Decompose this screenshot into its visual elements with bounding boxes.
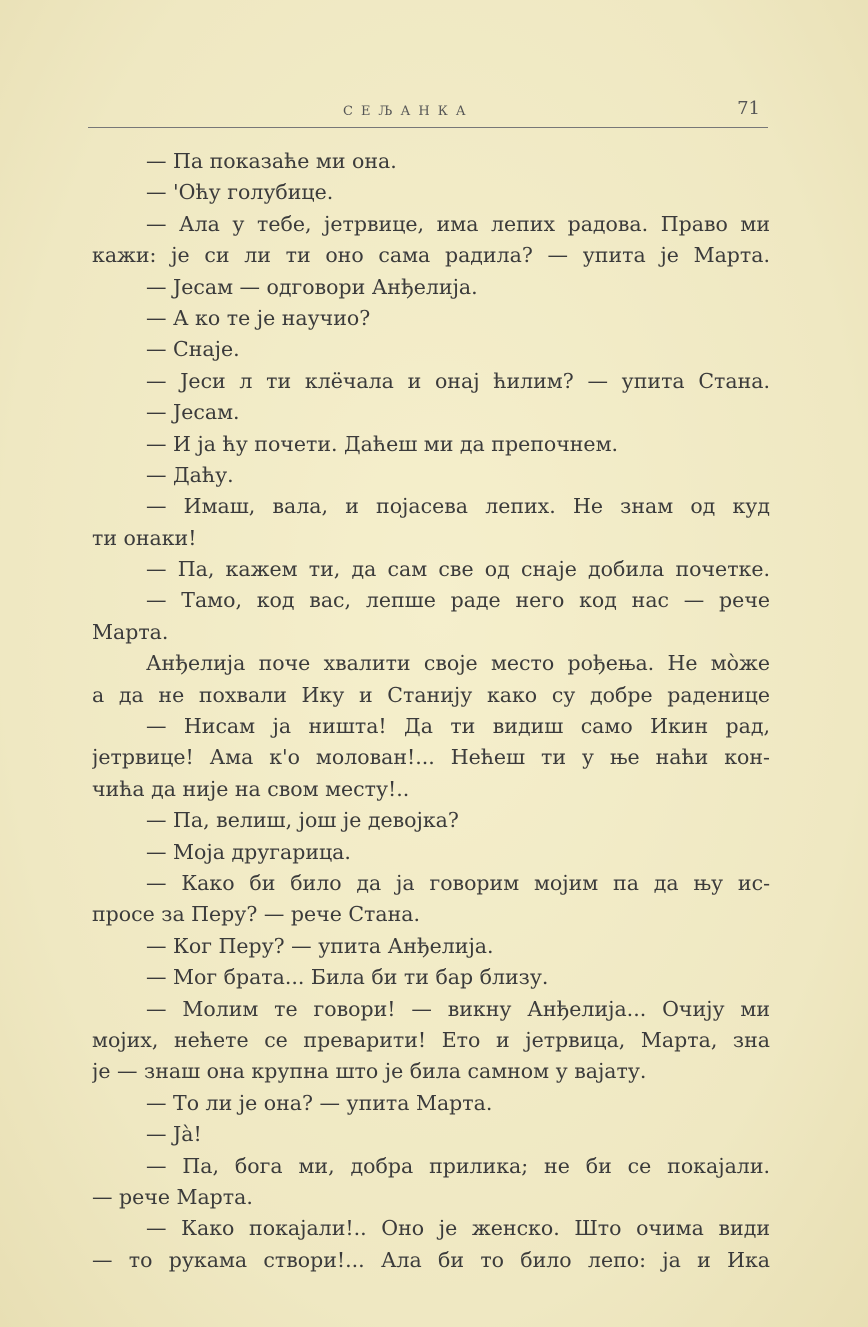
text-line: — Даћу. <box>146 462 234 487</box>
page-number: 71 <box>737 98 760 119</box>
text-line: Анђелија поче хвалити своје место рођења. Не мòже <box>146 651 770 676</box>
text-line: — То ли је она? — упита Марта. <box>146 1090 493 1115</box>
text-line: — рече Марта. <box>92 1184 253 1209</box>
text-line: — Како би било да ја говорим мојим па да њу ис- <box>146 870 770 895</box>
text-line: — Снаје. <box>146 337 240 362</box>
text-line: мојих, нећете се преварити! Ето и јетрвица, Марта, зна <box>92 1027 770 1052</box>
text-line: — Јеси л ти клёчала и онај ћилим? — упита Стана. <box>146 368 770 393</box>
text-line: — Па, бога ми, добра прилика; не би се покајали. <box>146 1153 770 1178</box>
text-line: — Па, кажем ти, да сам све од снаје добила почетке. <box>146 557 770 582</box>
text-line: — Ала у тебе, јетрвице, има лепих радова. Право ми <box>146 211 770 236</box>
text-line: — Молим те говори! — викну Анђелија... Очију ми <box>146 996 770 1021</box>
text-line: — то рукама створи!... Ала би то било лепо: ја и Ика <box>92 1247 770 1272</box>
text-line: — Како покајали!.. Оно је женско. Што очима види <box>146 1216 770 1241</box>
text-line: — Моја другарица. <box>146 839 351 864</box>
text-line: — Јесам — одговори Анђелија. <box>146 274 478 299</box>
text-line: — Па показаће ми она. <box>146 149 397 173</box>
text-line: — Нисам ја ништа! Да ти видиш само Икин рад, <box>146 714 770 739</box>
text-line: је — знаш она крупна што је била самном у вајату. <box>92 1059 647 1084</box>
text-line: а да не похвали Ику и Станију како су добре раденице <box>92 682 770 707</box>
text-line: — Мог брата... Била би ти бар близу. <box>146 965 549 990</box>
text-line: Марта. <box>92 619 169 644</box>
text-line: чића да није на свом месту!.. <box>92 776 410 801</box>
header-rule <box>88 127 768 128</box>
page-header <box>88 100 768 130</box>
text-line: — Имаш, вала, и појасева лепих. Не знам од куд <box>146 494 770 519</box>
text-line: јетрвице! Ама к'о молован!... Нећеш ти у ње наћи кон- <box>92 745 770 770</box>
text-line: — Тамо, код вас, лепше раде него код нас — рече <box>146 588 770 613</box>
text-line: просе за Перу? — рече Стана. <box>92 902 420 927</box>
text-line: — Јесам. <box>146 400 240 425</box>
text-line: — А ко те је научио? <box>146 305 371 330</box>
text-line: кажи: је си ли ти оно сама радила? — упита је Марта. <box>92 243 770 268</box>
text-line: — Јà! <box>146 1122 202 1147</box>
text-line: — Па, велиш, још је девојка? <box>146 808 459 833</box>
text-line: ти онаки! <box>92 525 197 550</box>
running-title: СЕЉАНКА <box>343 104 474 119</box>
text-line: — И ја ћу почети. Даћеш ми да препочнем. <box>146 431 619 456</box>
text-line: — 'Оћу голубице. <box>146 180 334 205</box>
body-text <box>92 146 770 1276</box>
text-line: — Ког Перу? — упита Анђелија. <box>146 933 494 958</box>
